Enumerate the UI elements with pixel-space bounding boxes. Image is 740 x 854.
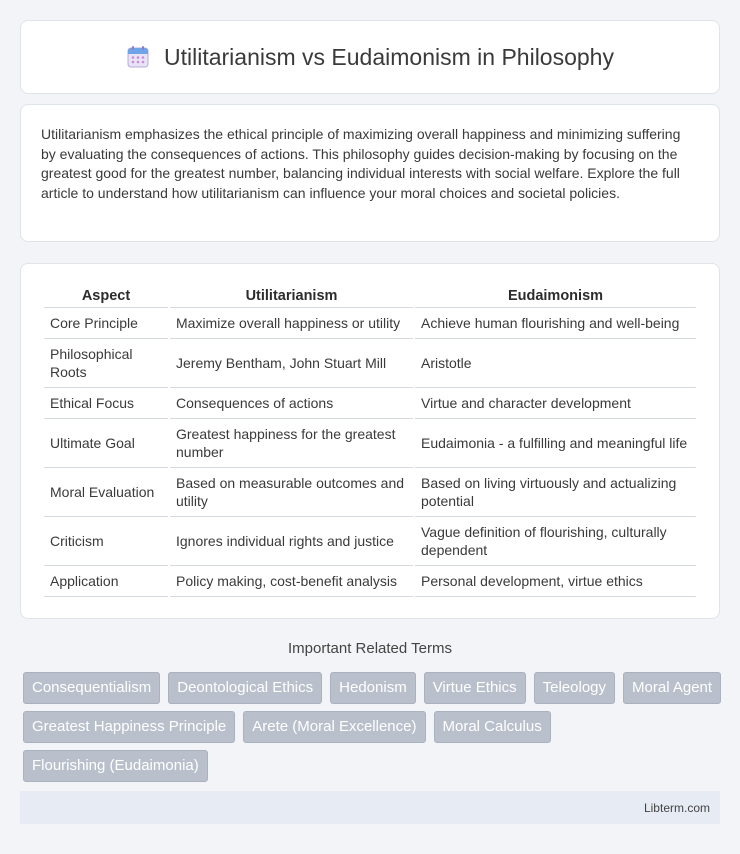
- title-wrap: [126, 44, 614, 71]
- related-term-tag[interactable]: Virtue Ethics: [424, 672, 526, 704]
- table-cell: Vague definition of flourishing, culturally dependent: [415, 517, 696, 566]
- table-row: [44, 517, 696, 566]
- table-row: [44, 308, 696, 339]
- table-cell: Eudaimonia - a fulfilling and meaningful life: [415, 419, 696, 468]
- table-cell: Ignores individual rights and justice: [170, 517, 413, 566]
- table-cell: Core Principle: [44, 308, 168, 339]
- table-cell: Aristotle: [415, 339, 696, 388]
- related-term-tag[interactable]: Consequentialism: [23, 672, 160, 704]
- related-term-tag[interactable]: Teleology: [534, 672, 615, 704]
- table-row: [44, 388, 696, 419]
- table-cell: Virtue and character development: [415, 388, 696, 419]
- page-title: Utilitarianism vs Eudaimonism in Philosophy: [164, 43, 614, 70]
- related-terms-list: [23, 672, 723, 782]
- footer-site-link[interactable]: Libterm.com: [643, 800, 710, 815]
- table-cell: Based on living virtuously and actualizing potential: [415, 468, 696, 517]
- table-cell: Policy making, cost-benefit analysis: [170, 566, 413, 597]
- related-term-tag[interactable]: Moral Calculus: [434, 711, 551, 743]
- footer: [20, 791, 720, 824]
- calendar-icon: [126, 45, 150, 69]
- table-cell: Based on measurable outcomes and utility: [170, 468, 413, 517]
- table-cell: Achieve human flourishing and well-being: [415, 308, 696, 339]
- related-term-tag[interactable]: Deontological Ethics: [168, 672, 322, 704]
- table-row: [44, 419, 696, 468]
- table-cell: Moral Evaluation: [44, 468, 168, 517]
- table-row: [44, 468, 696, 517]
- column-header-aspect: Aspect: [44, 284, 168, 308]
- header-card: [20, 20, 720, 94]
- table-cell: Ethical Focus: [44, 388, 168, 419]
- table-row: [44, 339, 696, 388]
- table-header-row: [44, 284, 696, 308]
- comparison-table-card: [20, 263, 720, 619]
- comparison-table: [42, 284, 698, 597]
- column-header-utilitarianism: Utilitarianism: [170, 284, 413, 308]
- related-term-tag[interactable]: Moral Agent: [623, 672, 721, 704]
- table-cell: Personal development, virtue ethics: [415, 566, 696, 597]
- table-cell: Jeremy Bentham, John Stuart Mill: [170, 339, 413, 388]
- column-header-eudaimonism: Eudaimonism: [415, 284, 696, 308]
- table-cell: Consequences of actions: [170, 388, 413, 419]
- table-row: [44, 566, 696, 597]
- intro-card: [20, 104, 720, 242]
- table-cell: Maximize overall happiness or utility: [170, 308, 413, 339]
- intro-text: Utilitarianism emphasizes the ethical principle of maximizing overall happiness and minimizing suffering by evaluating the consequences of actions. This philosophy guides decision-making by focusing on the greatest good for the greatest number, balancing individual interests with social welfare. Explore the full article to understand how utilitarianism can influence your moral choices and societal policies.: [41, 126, 681, 201]
- table-cell: Greatest happiness for the greatest number: [170, 419, 413, 468]
- related-term-tag[interactable]: Flourishing (Eudaimonia): [23, 750, 208, 782]
- related-terms-title: Important Related Terms: [288, 640, 452, 657]
- related-term-tag[interactable]: Arete (Moral Excellence): [243, 711, 425, 743]
- table-cell: Application: [44, 566, 168, 597]
- related-term-tag[interactable]: Greatest Happiness Principle: [23, 711, 235, 743]
- table-cell: Ultimate Goal: [44, 419, 168, 468]
- related-term-tag[interactable]: Hedonism: [330, 672, 416, 704]
- table-cell: Philosophical Roots: [44, 339, 168, 388]
- table-cell: Criticism: [44, 517, 168, 566]
